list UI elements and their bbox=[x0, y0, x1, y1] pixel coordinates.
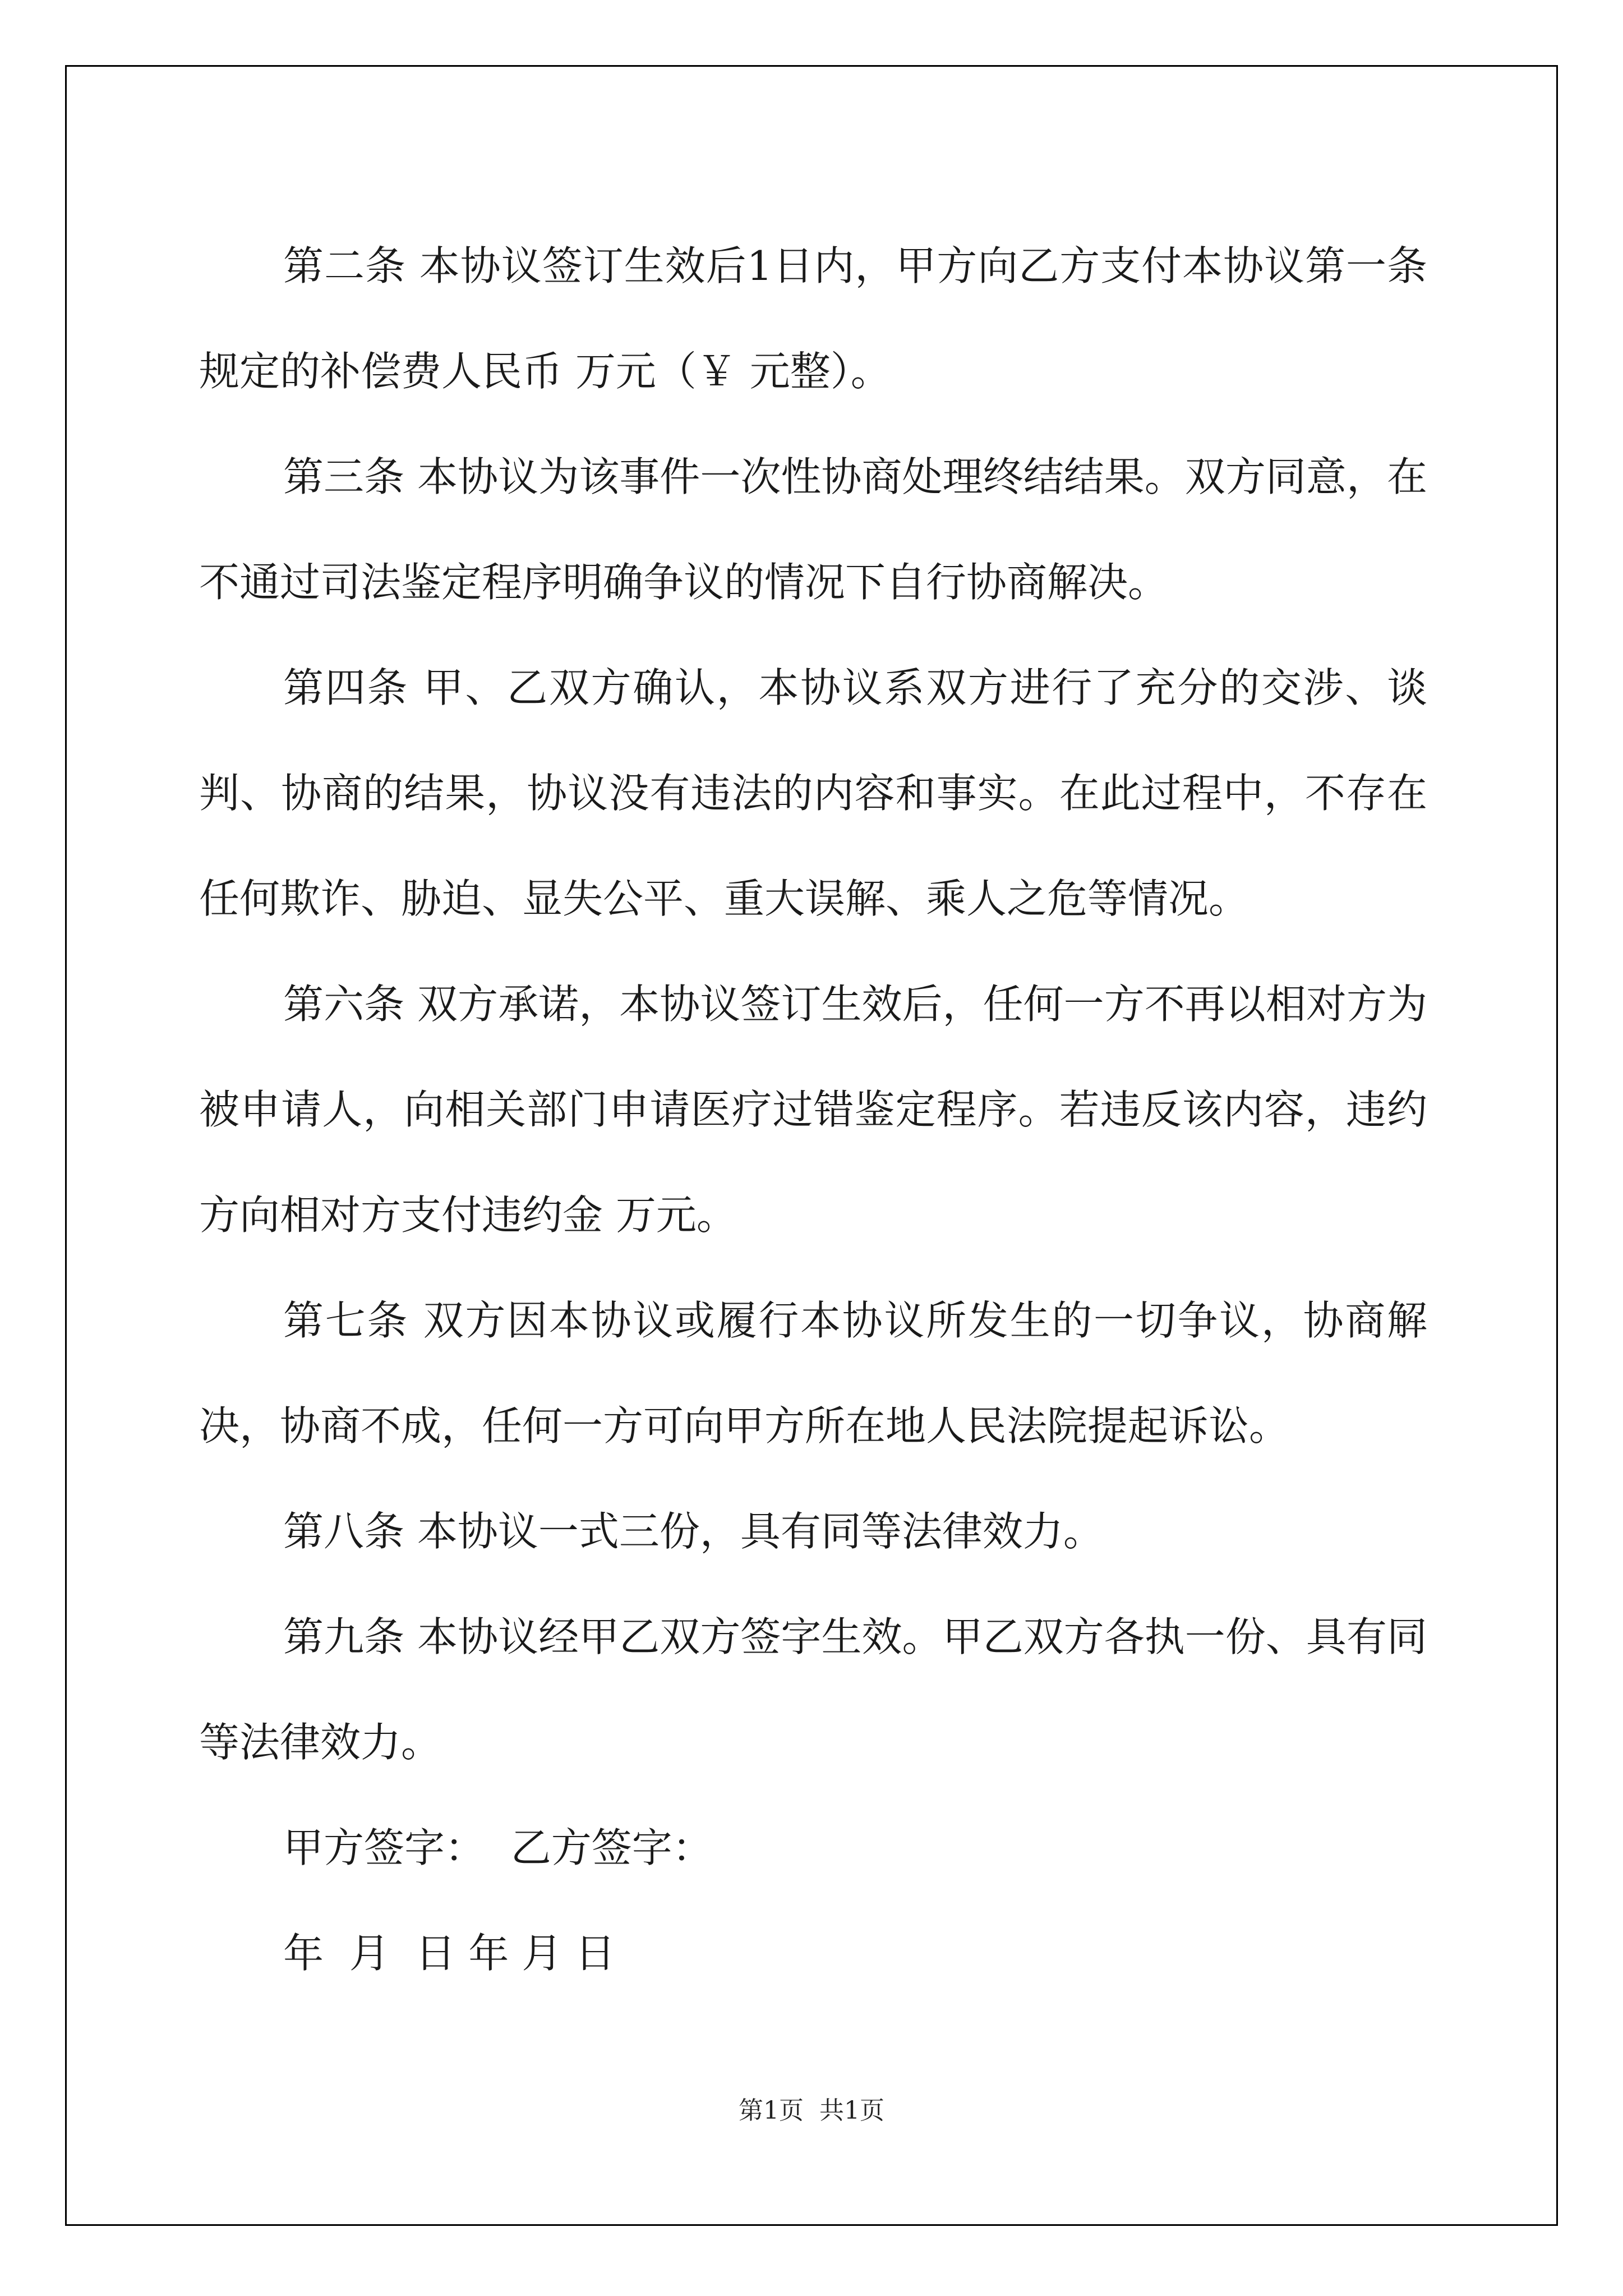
page-number-footer: 第1页 共1页 bbox=[739, 2096, 884, 2125]
clause-7: 第七条 双方因本协议或履行本协议所发生的一切争议，协商解决，协商不成，任何一方可向甲方所在地人民法院提起诉讼。 bbox=[199, 1297, 1427, 1450]
date-line: 年 月 日 年 月 日 bbox=[283, 1930, 616, 1977]
clause-2: 第二条 本协议签订生效后1日内，甲方向乙方支付本协议第一条规定的补偿费人民币 万元（￥ 元整）。 bbox=[199, 242, 1427, 395]
clause-9: 第九条 本协议经甲乙双方签字生效。甲乙双方各执一份、具有同等法律效力。 bbox=[199, 1613, 1427, 1766]
clause-8: 第八条 本协议一式三份，具有同等法律效力。 bbox=[283, 1508, 1104, 1555]
clause-3: 第三条 本协议为该事件一次性协商处理终结结果。双方同意，在不通过司法鉴定程序明确争议的情况下自行协商解决。 bbox=[199, 453, 1427, 606]
clause-4: 第四条 甲、乙双方确认，本协议系双方进行了充分的交涉、谈判、协商的结果，协议没有违法的内容和事实。在此过程中，不存在任何欺诈、胁迫、显失公平、重大误解、乘人之危等情况。 bbox=[199, 664, 1427, 922]
signature-line: 甲方签字： 乙方签字： bbox=[283, 1824, 713, 1871]
clause-6: 第六条 双方承诺，本协议签订生效后，任何一方不再以相对方为被申请人，向相关部门申请医疗过错鉴定程序。若违反该内容，违约方向相对方支付违约金 万元。 bbox=[199, 981, 1427, 1239]
document-body bbox=[199, 213, 1427, 2006]
